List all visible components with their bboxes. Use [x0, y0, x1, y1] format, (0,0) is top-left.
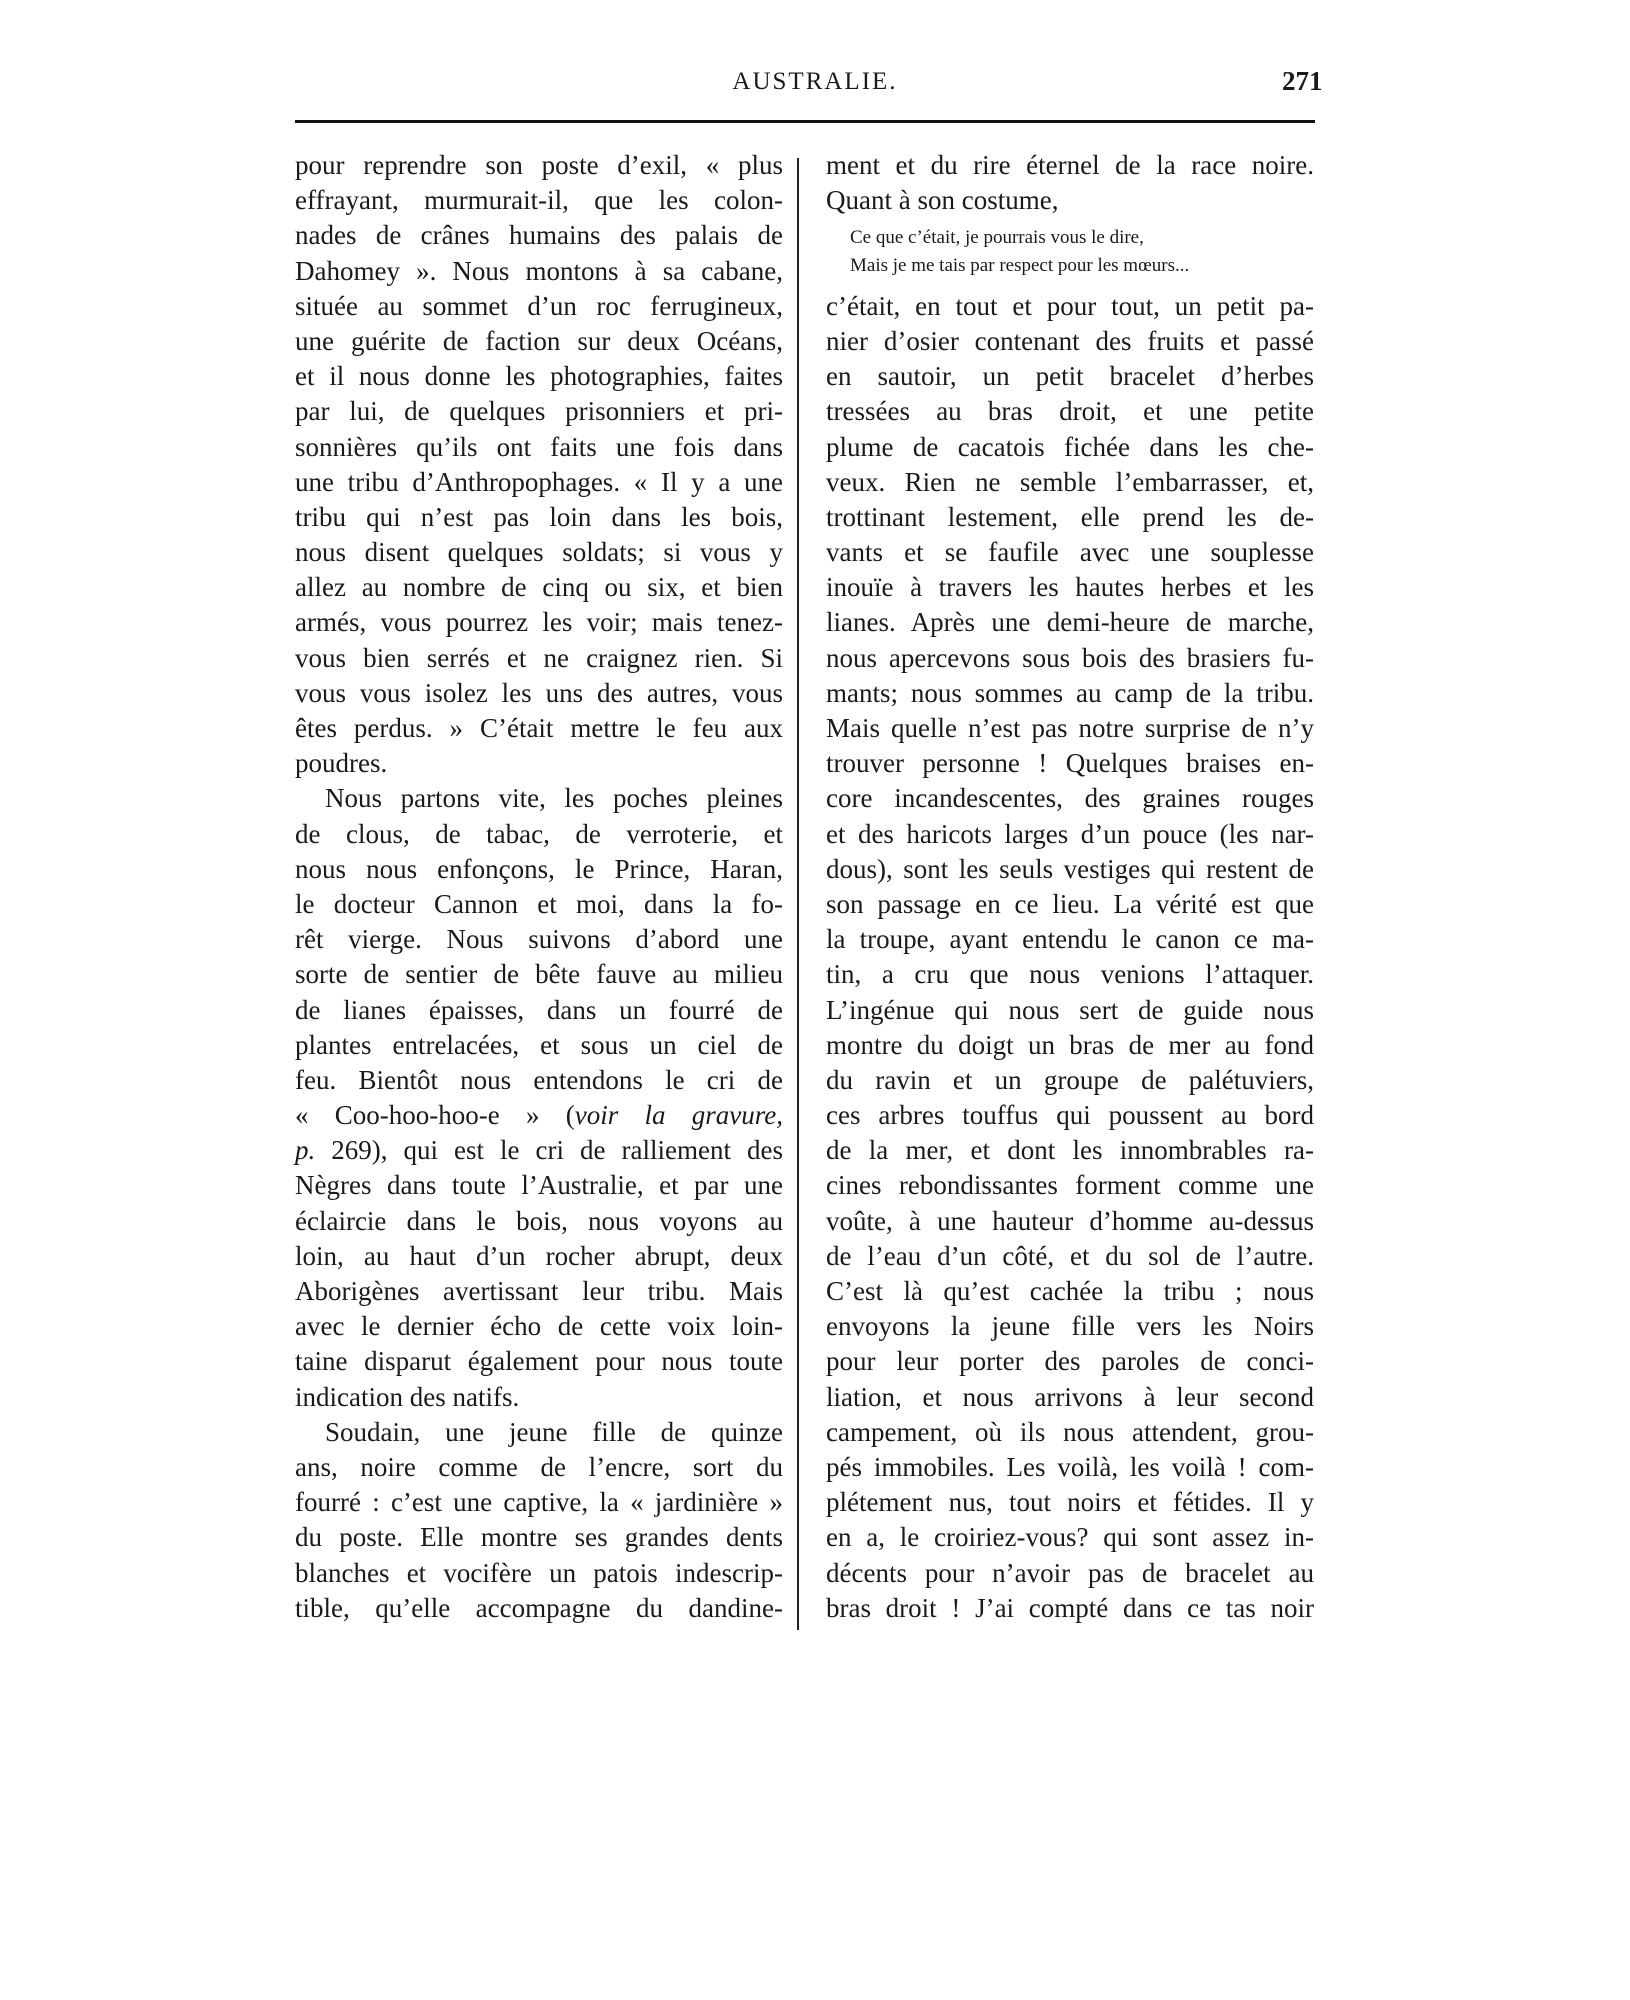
text-line	[826, 676, 1314, 711]
line-text: lianes. Après une demi-heure de marche,	[826, 607, 1314, 638]
text-line	[295, 1309, 783, 1344]
text-line	[826, 922, 1314, 957]
line-text: vous vous isolez les uns des autres, vous	[295, 677, 783, 708]
text-line	[826, 781, 1314, 816]
text-line	[295, 746, 783, 781]
line-text: du poste. Elle montre ses grandes dents	[295, 1522, 783, 1553]
line-text: Nous partons vite, les poches pleines	[325, 783, 783, 814]
line-text: pour reprendre son poste d’exil, « plus	[295, 150, 783, 180]
text-line	[295, 1380, 783, 1415]
line-text: nous nous enfonçons, le Prince, Haran,	[295, 853, 783, 884]
line-text: trouver personne ! Quelques braises en-	[826, 748, 1314, 779]
line-text: sorte de sentier de bête fauve au milieu	[295, 959, 783, 990]
text-line	[826, 1415, 1314, 1450]
line-text: tin, a cru que nous venions l’attaquer.	[826, 959, 1314, 990]
line-text: plantes entrelacées, et sous un ciel de	[295, 1029, 783, 1060]
line-text: blanches et vocifère un patois indescrip-	[295, 1557, 783, 1588]
line-text: pour leur porter des paroles de conci-	[826, 1346, 1314, 1377]
line-text: rêt vierge. Nous suivons d’abord une	[295, 924, 783, 955]
text-line	[826, 183, 1314, 218]
line-text: décents pour n’avoir pas de bracelet au	[826, 1557, 1314, 1588]
page-number: 271	[1282, 66, 1323, 96]
line-text: une guérite de faction sur deux Océans,	[295, 325, 783, 356]
line-text: et il nous donne les photographies, faites	[295, 361, 783, 392]
line-text: nous apercevons sous bois des brasiers fu-	[826, 642, 1314, 673]
text-line	[295, 1274, 783, 1309]
line-text: la troupe, ayant entendu le canon ce ma-	[826, 924, 1314, 955]
line-text: indication des natifs.	[295, 1381, 520, 1412]
text-line	[295, 1485, 783, 1520]
text-line	[295, 1063, 783, 1098]
line-text: loin, au haut d’un rocher abrupt, deux	[295, 1240, 783, 1271]
line-text: tible, qu’elle accompagne du dandine-	[295, 1592, 783, 1623]
line-text: Aborigènes avertissant leur tribu. Mais	[295, 1276, 783, 1306]
text-line	[826, 817, 1314, 852]
text-line	[295, 218, 783, 253]
text-line	[826, 289, 1314, 324]
text-line	[826, 148, 1314, 183]
text-line	[826, 1591, 1314, 1626]
text-line	[826, 1380, 1314, 1415]
text-line	[295, 324, 783, 359]
column-divider	[797, 158, 799, 1630]
text-line	[295, 852, 783, 887]
line-text: cines rebondissantes forment comme une	[826, 1170, 1314, 1201]
line-text: tribu qui n’est pas loin dans les bois,	[295, 501, 783, 532]
text-line	[295, 1450, 783, 1485]
text-line	[295, 711, 783, 746]
line-text: de lianes épaisses, dans un fourré de	[295, 994, 783, 1025]
line-text: Soudain, une jeune fille de quinze	[325, 1416, 783, 1447]
line-text: core incandescentes, des graines rouges	[826, 783, 1314, 814]
line-text: nous disent quelques soldats; si vous y	[295, 537, 783, 568]
line-text: ment et du rire éternel de la race noire.	[826, 150, 1314, 180]
text-line	[826, 1274, 1314, 1309]
line-text: de la mer, et dont les innombrables ra-	[826, 1135, 1314, 1166]
line-text: vants et se faufile avec une souplesse	[826, 537, 1314, 568]
text-line	[826, 570, 1314, 605]
line-text: vous bien serrés et ne craignez rien. Si	[295, 642, 783, 673]
text-line	[826, 394, 1314, 429]
text-line	[295, 1239, 783, 1274]
text-line	[295, 887, 783, 922]
line-text: fourré : c’est une captive, la « jardinière »	[295, 1487, 783, 1518]
line-text: voûte, à une hauteur d’homme au-dessus	[826, 1205, 1314, 1236]
text-line	[826, 324, 1314, 359]
line-text: campement, où ils nous attendent, grou-	[826, 1416, 1314, 1447]
text-line	[295, 1028, 783, 1063]
line-text: tressées au bras droit, et une petite	[826, 396, 1314, 427]
line-text: C’est là qu’est cachée la tribu ; nous	[826, 1276, 1314, 1307]
text-line	[295, 500, 783, 535]
line-text: Quant à son costume,	[826, 185, 1059, 216]
line-text: Nègres dans toute l’Australie, et par une	[295, 1170, 783, 1201]
text-line	[826, 1450, 1314, 1485]
text-line	[826, 605, 1314, 640]
text-line	[295, 641, 783, 676]
line-text: pés immobiles. Les voilà, les voilà ! com-	[826, 1451, 1314, 1482]
text-line	[295, 535, 783, 570]
text-line	[826, 1485, 1314, 1520]
text-line	[295, 1591, 783, 1626]
line-text: Mais quelle n’est pas notre surprise de n’y	[826, 713, 1314, 744]
text-line	[826, 359, 1314, 394]
line-text: de l’eau d’un côté, et du sol de l’autre.	[826, 1240, 1314, 1271]
text-line	[826, 1098, 1314, 1133]
text-line	[826, 465, 1314, 500]
line-text: effrayant, murmurait-il, que les colon-	[295, 185, 783, 216]
text-line	[826, 1168, 1314, 1203]
text-line	[826, 1239, 1314, 1274]
line-text: le docteur Cannon et moi, dans la fo-	[295, 888, 783, 919]
line-text: son passage en ce lieu. La vérité est que	[826, 888, 1314, 919]
text-line	[295, 1344, 783, 1379]
italic-text: voir la gravure,	[574, 1100, 783, 1131]
line-text: montre du doigt un bras de mer au fond	[826, 1029, 1314, 1060]
text-line	[826, 1520, 1314, 1555]
line-text: située au sommet d’un roc ferrugineux,	[295, 290, 783, 321]
line-text: de clous, de tabac, de verroterie, et	[295, 818, 783, 849]
text-line	[826, 500, 1314, 535]
line-text: nier d’osier contenant des fruits et passé	[826, 325, 1314, 356]
text-line	[826, 1204, 1314, 1239]
left-column	[295, 148, 783, 1626]
text-line	[295, 570, 783, 605]
text-line	[295, 148, 783, 183]
line-text: en sautoir, un petit bracelet d’herbes	[826, 361, 1314, 392]
verse-quote	[826, 218, 1314, 288]
line-text: poudres.	[295, 748, 388, 779]
text-line	[295, 1556, 783, 1591]
line-text: sonnières qu’ils ont faits une fois dans	[295, 431, 783, 462]
text-line	[295, 289, 783, 324]
line-text: en a, le croiriez-vous? qui sont assez in-	[826, 1522, 1314, 1553]
text-line	[295, 676, 783, 711]
text-line	[826, 1063, 1314, 1098]
line-text: liation, et nous arrivons à leur second	[826, 1381, 1314, 1412]
text-line	[295, 430, 783, 465]
line-text: « Coo-hoo-hoo-e » (	[295, 1100, 575, 1131]
text-line	[826, 1133, 1314, 1168]
line-text: ans, noire comme de l’encre, sort du	[295, 1451, 783, 1482]
line-text: veux. Rien ne semble l’embarrasser, et,	[826, 466, 1314, 497]
text-line	[295, 465, 783, 500]
text-line	[295, 1204, 783, 1239]
text-line	[295, 957, 783, 992]
line-text: avec le dernier écho de cette voix loin-	[295, 1311, 783, 1342]
line-text: 269), qui est le cri de ralliement des	[315, 1135, 783, 1166]
text-line	[826, 1344, 1314, 1379]
line-text: trottinant lestement, elle prend les de-	[826, 501, 1314, 532]
text-line	[826, 641, 1314, 676]
running-head: AUSTRALIE.	[732, 68, 898, 95]
line-text: et des haricots larges d’un pouce (les nar-	[826, 818, 1314, 849]
line-text: taine disparut également pour nous toute	[295, 1346, 783, 1377]
line-text: dous), sont les seuls vestiges qui restent de	[826, 853, 1314, 884]
text-line	[295, 993, 783, 1028]
text-line	[295, 359, 783, 394]
text-line	[826, 957, 1314, 992]
text-line	[826, 746, 1314, 781]
text-line	[295, 817, 783, 852]
text-line	[826, 430, 1314, 465]
text-line	[295, 1520, 783, 1555]
line-text: inouïe à travers les hautes herbes et les	[826, 572, 1314, 603]
line-text: L’ingénue qui nous sert de guide nous	[826, 994, 1314, 1025]
text-line	[295, 254, 783, 289]
line-text: c’était, en tout et pour tout, un petit pa-	[826, 290, 1314, 321]
verse-line: Ce que c’était, je pourrais vous le dire,	[850, 227, 1144, 249]
text-line	[295, 1133, 783, 1168]
text-line	[295, 781, 783, 816]
text-line	[826, 1028, 1314, 1063]
text-line	[295, 183, 783, 218]
text-line	[826, 887, 1314, 922]
line-text: Dahomey ». Nous montons à sa cabane,	[295, 255, 783, 286]
line-text: mants; nous sommes au camp de la tribu.	[826, 677, 1314, 708]
text-line	[826, 852, 1314, 887]
header-rule	[295, 120, 1315, 123]
verse-line: Mais je me tais par respect pour les mœurs...	[850, 255, 1190, 277]
line-text: plétement nus, tout noirs et fétides. Il y	[826, 1487, 1314, 1518]
line-text: plume de cacatois fichée dans les che-	[826, 431, 1314, 462]
text-line	[295, 394, 783, 429]
line-text: nades de crânes humains des palais de	[295, 220, 783, 251]
line-text: allez au nombre de cinq ou six, et bien	[295, 572, 783, 603]
line-text: par lui, de quelques prisonniers et pri-	[295, 396, 783, 427]
text-line	[826, 535, 1314, 570]
line-text: envoyons la jeune fille vers les Noirs	[826, 1311, 1314, 1342]
text-line	[826, 1556, 1314, 1591]
italic-text: p.	[295, 1135, 316, 1166]
right-column	[826, 148, 1314, 1626]
text-line	[295, 922, 783, 957]
line-text: bras droit ! J’ai compté dans ce tas noir	[826, 1592, 1314, 1623]
line-text: ces arbres touffus qui poussent au bord	[826, 1100, 1314, 1131]
text-line	[295, 1098, 783, 1133]
text-line	[295, 605, 783, 640]
text-line	[295, 1415, 783, 1450]
line-text: armés, vous pourrez les voir; mais tenez-	[295, 607, 783, 638]
line-text: du ravin et un groupe de palétuviers,	[826, 1064, 1314, 1095]
text-line	[826, 1309, 1314, 1344]
line-text: êtes perdus. » C’était mettre le feu aux	[295, 713, 783, 743]
line-text: une tribu d’Anthropophages. « Il y a une	[295, 466, 783, 497]
text-line	[826, 711, 1314, 746]
text-line	[826, 993, 1314, 1028]
line-text: éclaircie dans le bois, nous voyons au	[295, 1205, 783, 1236]
text-line	[295, 1168, 783, 1203]
line-text: feu. Bientôt nous entendons le cri de	[295, 1064, 783, 1095]
